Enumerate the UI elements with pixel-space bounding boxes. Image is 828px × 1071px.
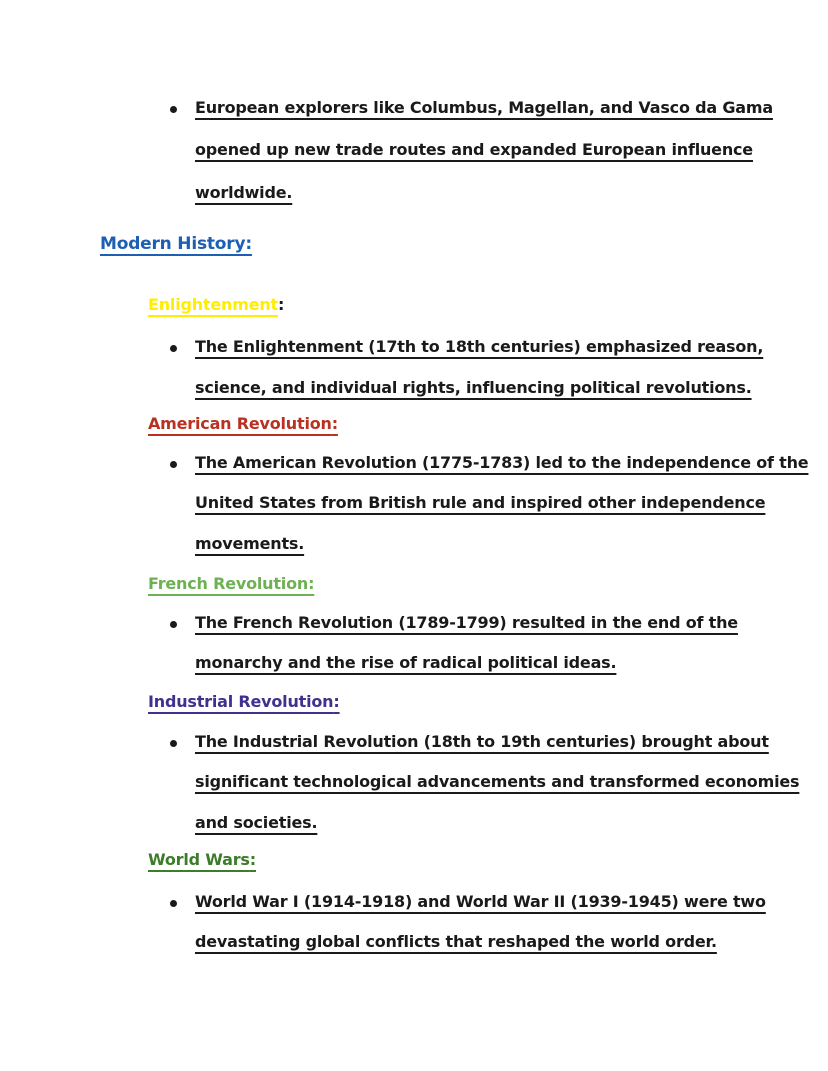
section-heading-colon: : xyxy=(333,692,340,711)
section-heading-enlightenment xyxy=(148,295,284,315)
section-heading-text: American Revolution xyxy=(148,414,332,433)
note-line: worldwide. xyxy=(195,183,293,202)
note-line: The American Revolution (1775-1783) led to the independence of the xyxy=(195,453,809,472)
note-line: devastating global conflicts that reshaped the world order. xyxy=(195,932,717,951)
main-heading-text: Modern History: xyxy=(100,234,252,254)
main-heading xyxy=(100,234,252,254)
section-heading-american-revolution xyxy=(148,414,338,434)
section-heading-world-wars xyxy=(148,850,256,870)
bullet-dot xyxy=(170,900,177,907)
note-line: World War I (1914-1918) and World War II (1939-1945) were two xyxy=(195,892,766,911)
bullet-dot xyxy=(170,461,177,468)
note-line: significant technological advancements and transformed economies xyxy=(195,772,800,791)
note-line: The Industrial Revolution (18th to 19th centuries) brought about xyxy=(195,732,769,751)
section-heading-colon: : xyxy=(308,574,315,593)
bullet-dot xyxy=(170,740,177,747)
section-heading-text: World Wars xyxy=(148,850,250,869)
note-line: opened up new trade routes and expanded European influence xyxy=(195,140,753,159)
note-line: and societies. xyxy=(195,813,318,832)
bullet-dot xyxy=(170,106,177,113)
bullet-dot xyxy=(170,345,177,352)
section-heading-french-revolution xyxy=(148,574,314,594)
note-line: movements. xyxy=(195,534,305,553)
section-heading-industrial-revolution xyxy=(148,692,340,712)
section-heading-colon: : xyxy=(331,414,338,433)
note-line: science, and individual rights, influencing political revolutions. xyxy=(195,378,752,397)
section-heading-text: Industrial Revolution xyxy=(148,692,334,711)
note-line: United States from British rule and inspired other independence xyxy=(195,493,766,512)
note-line: European explorers like Columbus, Magellan, and Vasco da Gama xyxy=(195,98,773,117)
section-heading-text: French Revolution xyxy=(148,574,309,593)
section-heading-colon: : xyxy=(278,295,285,314)
note-line: The Enlightenment (17th to 18th centuries) emphasized reason, xyxy=(195,337,764,356)
note-line: The French Revolution (1789-1799) resulted in the end of the xyxy=(195,613,738,632)
note-line: monarchy and the rise of radical political ideas. xyxy=(195,653,617,672)
section-heading-colon: : xyxy=(249,850,256,869)
bullet-dot xyxy=(170,621,177,628)
section-heading-text: Enlightenment xyxy=(148,295,278,314)
